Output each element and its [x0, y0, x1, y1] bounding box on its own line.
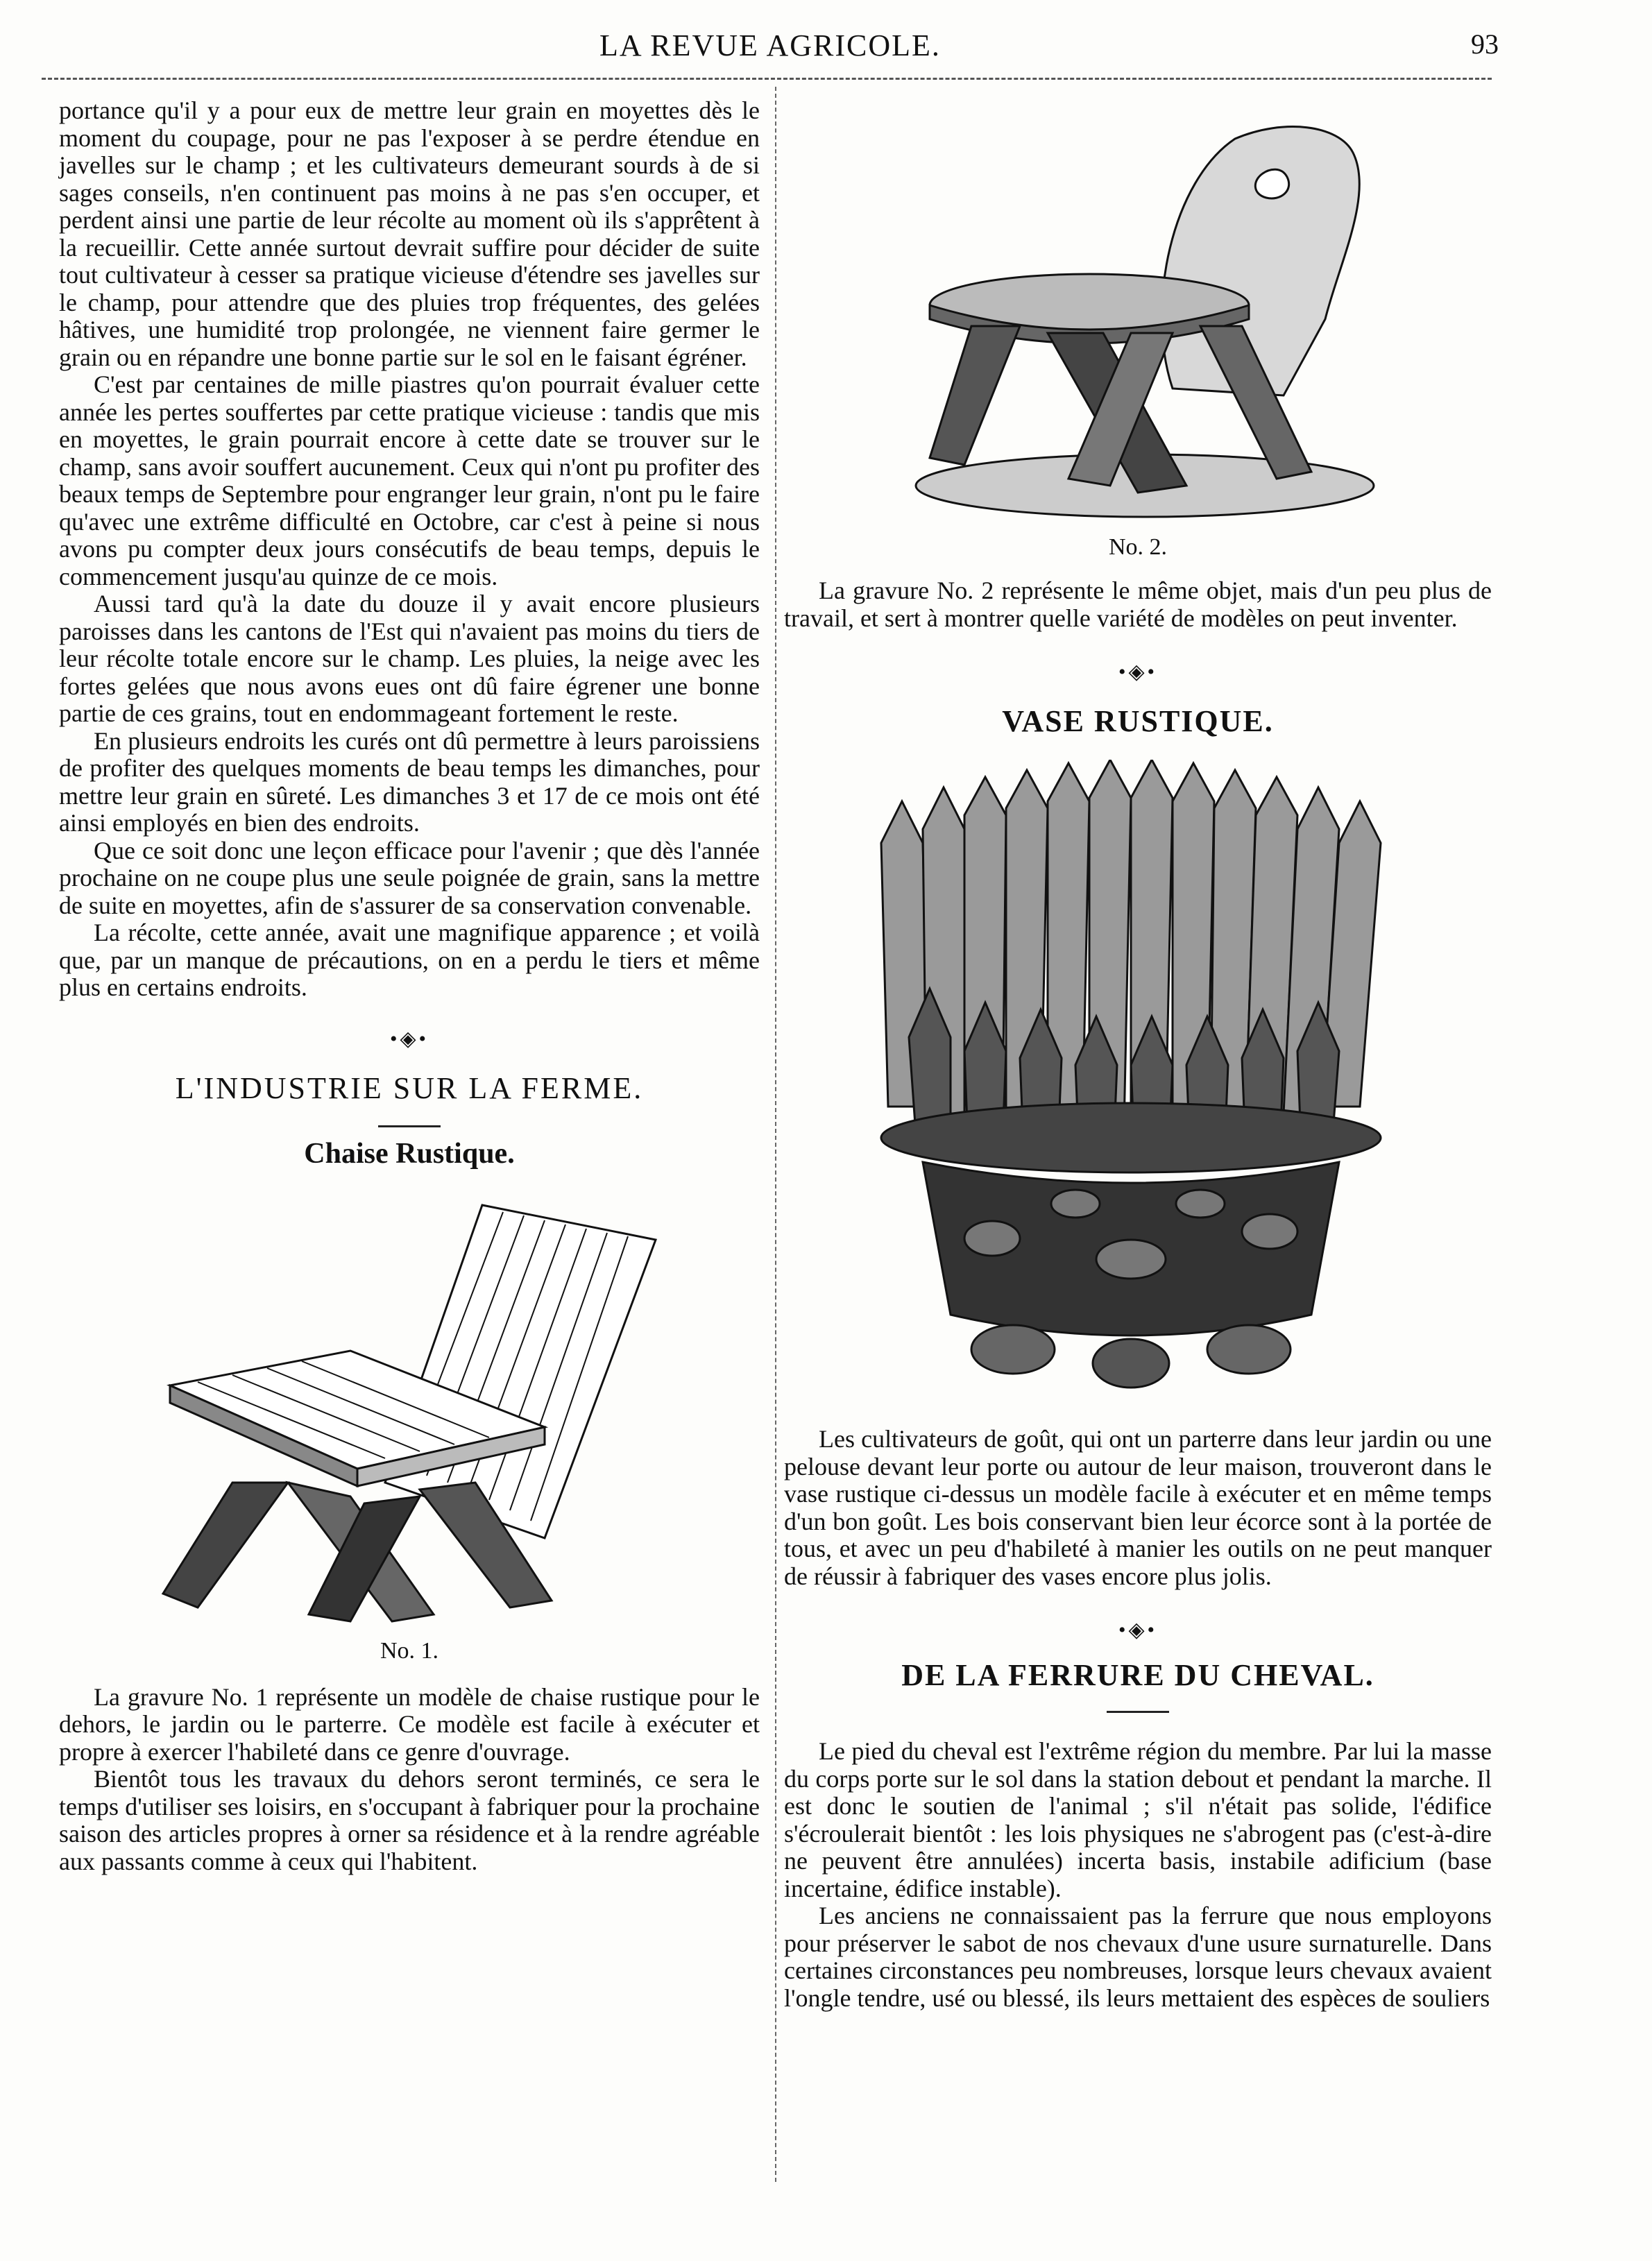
journal-title: LA REVUE AGRICOLE. [599, 28, 941, 62]
paragraph: La gravure No. 2 représente le même objet, mais d'un peu plus de travail, et sert à montrer quelle variété de modèles on peut inventer. [784, 577, 1492, 632]
figure-caption-2: No. 2. [1108, 534, 1168, 560]
paragraph: Que ce soit donc une leçon efficace pour l'avenir ; que dès l'année prochaine on ne coupe plus une seule poignée de grain, sans la mettre de suite en moyettes, afin de s'assurer de sa conservation convenable. [59, 836, 760, 919]
right-column [784, 97, 1492, 2012]
section-title: L'INDUSTRIE SUR LA FERME. [175, 1070, 644, 1105]
header-rule [42, 78, 1492, 80]
figure-caption: No. 1. [380, 1637, 439, 1664]
paragraph: Les anciens ne connaissaient pas la ferrure que nous employons pour préserver le sabot de nos chevaux d'une usure surnaturelle. Dans certaines circonstances peu nombreuses, lorsque leurs chevaux avaient l'ongle tendre, usé ou blessé, ils leurs mettaient des espèces de souliers [784, 1902, 1492, 2012]
paragraph: Aussi tard qu'à la date du douze il y avait encore plusieurs paroisses dans les cantons de l'Est qui n'avaient pas moins du tiers de leur récolte totale encore sur le champ. Les pluies, la neige avec les fortes gelées que nous avons eues ont dû faire égrener une bonne partie de ces grains, tout en endommageant fortement le reste. [59, 590, 760, 727]
paragraph: En plusieurs endroits les curés ont dû permettre à leurs paroissiens de profiter des quelques moments de beau temps les dimanches, pour mettre leur grain en sûreté. Les dimanches 3 et 17 de ce mois ont été ainsi employés en bien des endroits. [59, 726, 760, 837]
vase-section-title: VASE RUSTIQUE. [1002, 704, 1274, 738]
paragraph: Le pied du cheval est l'extrême région du membre. Par lui la masse du corps porte sur le sol dans la station debout et pendant la marche. Il est donc le soutien de l'animal ; s'il n'était pas solide, l'édifice s'écroulerait bientôt : les lois physiques ne s'abrogent pas (c'est-à-dire ne peuvent être annulées) incerta basis, instabile adificium (base incertaine, édifice instable). [784, 1737, 1492, 1902]
separator-ornament: •◈• [1118, 1619, 1158, 1641]
rustic-chair-illustration-2 [784, 97, 1492, 534]
chair-illustration [59, 1177, 760, 1635]
left-column [59, 97, 760, 1875]
ferrure-section-title: DE LA FERRURE DU CHEVAL. [901, 1658, 1374, 1692]
paragraph: C'est par centaines de mille piastres qu'on pourrait évaluer cette année les pertes souffertes par cette pratique vicieuse : tandis que mis en moyettes, le grain pourrait encore à cette date se trouver sur le champ, sans avoir souffert aucunement. Ceux qui n'ont pu profiter des beaux temps de Septembre pour engranger leur grain, n'ont pu le faire qu'avec une extrême difficulté en Octobre, car c'est à peine si nous avons pu compter deux jours consécutifs de beau temps, depuis le commencement jusqu'au quinze de ce mois. [59, 370, 760, 590]
paragraph: Les cultivateurs de goût, qui ont un parterre dans leur jardin ou une pelouse devant leur porte ou autour de leur maison, trouveront dans le vase rustique ci-dessus un modèle facile à exécuter et en même temps d'un bon goût. Les bois conservant bien leur écorce sont à la portée de tous, et avec un peu d'habileté à manier les outils on ne peut manquer de réussir à fabriquer des vases encore plus jolis. [784, 1425, 1492, 1590]
short-rule [378, 1125, 441, 1127]
separator-ornament: •◈• [1118, 660, 1158, 683]
column-divider [775, 87, 776, 2182]
page-number: 93 [1471, 28, 1499, 60]
rustic-vase-illustration [784, 760, 1492, 1405]
paragraph: Bientôt tous les travaux du dehors seront terminés, ce sera le temps d'utiliser ses loisirs, en s'occupant à fabriquer pour la prochaine saison des articles propres à orner sa résidence et à la rendre agréable aux passants comme à ceux qui l'habitent. [59, 1765, 760, 1875]
separator-ornament: •◈• [389, 1027, 429, 1050]
paragraph: La gravure No. 1 représente un modèle de chaise rustique pour le dehors, le jardin ou le parterre. Ce modèle est facile à exécuter et propre à exercer l'habileté dans ce genre d'ouvrage. [59, 1682, 760, 1766]
paragraph: portance qu'il y a pour eux de mettre leur grain en moyettes dès le moment du coupage, pour ne pas l'exposer à se perdre étendue en javelles sur le champ ; et les cultivateurs demeurant sourds à de si sages conseils, n'en continuent pas moins à ne pas s'en occuper, et perdent ainsi une partie de leur récolte au moment où ils s'apprêtent à la recueillir. Cette année surtout devrait suffire pour décider de suite tout cultivateur à cesser sa pratique vicieuse d'étendre ses javelles sur le champ, pour attendre que des pluies trop fréquentes, des gelées hâtives, une humidité trop prolongée, ne viennent faire germer le grain ou en répandre une bonne partie sur le sol en le faisant égréner. [59, 96, 760, 371]
section-subtitle: Chaise Rustique. [304, 1137, 515, 1170]
masthead [42, 28, 1499, 69]
paragraph: La récolte, cette année, avait une magnifique apparence ; et voilà que, par un manque de précautions, on en a perdu le tiers et même plus en certains endroits. [59, 919, 760, 1001]
short-rule [1107, 1711, 1169, 1713]
